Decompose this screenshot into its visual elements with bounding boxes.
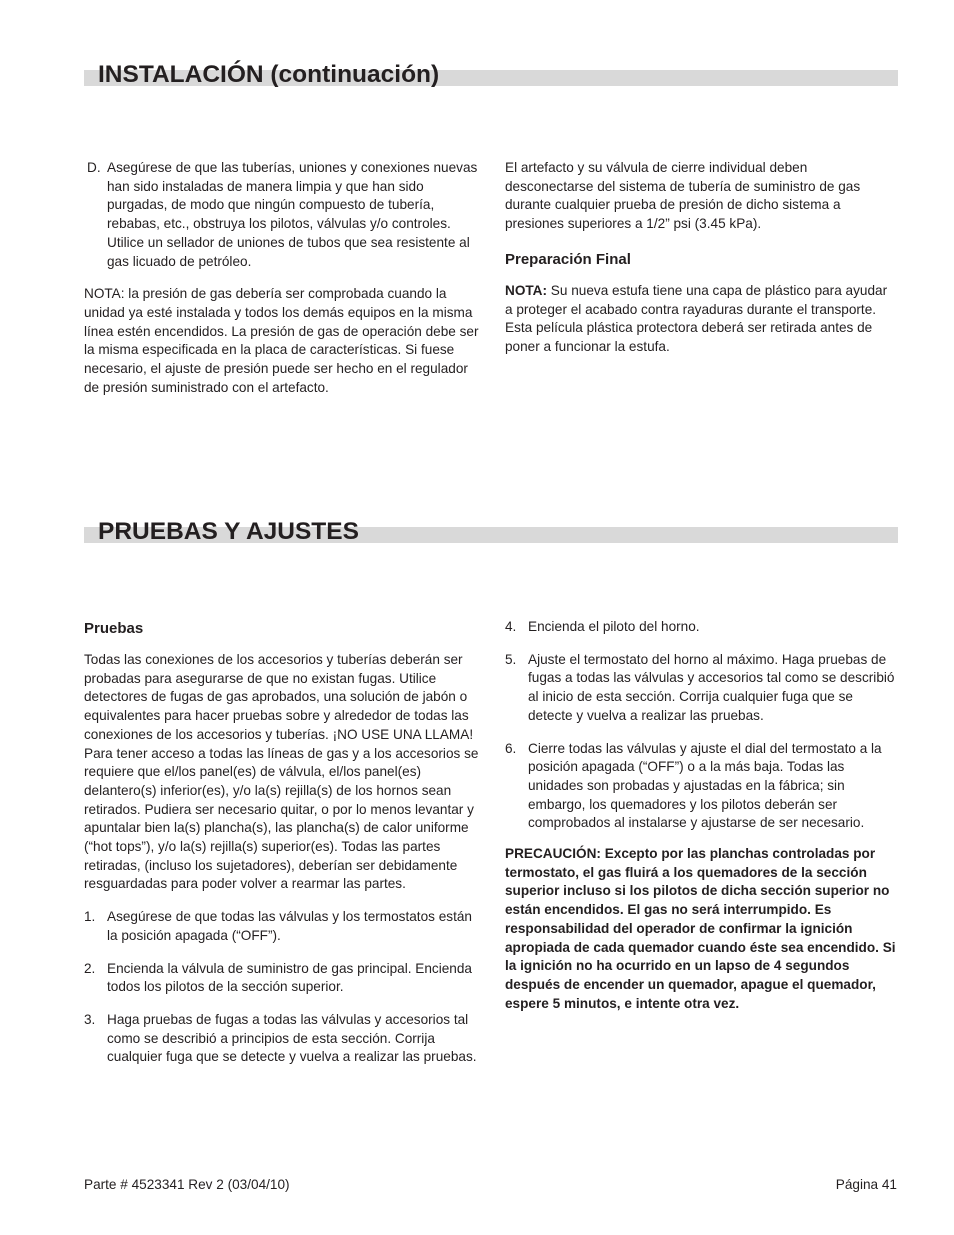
pruebas-intro: Todas las conexiones de los accesorios y tuberías deberán ser probadas para asegurarse de que no existan fugas. Utilice detectores de fugas de gas aprobados, una solución de jabón o equivalentes para hacer pruebas sobre y alrededor de todas las conexiones de los accesorios y tuberías. ¡NO USE UNA LLAMA! Para tener acceso a todas las líneas de gas y a los accesorios se requiere que el/los panel(es) de válvula, el/los panel(es) delantero(s) inferior(es), y/o la(s) rejilla(s) de los hornos sean retirados. Pudiera ser necesario quitar, o por lo menos levantar y apuntalar bien la(s) plancha(s), las plancha(s) de calor uniforme (“hot tops”), y/o la(s) rejilla(s) superior(es). Todas las partes retiradas, (incluso los sujetadores), deberían ser debidamente resguardadas para poder volver a rearmar las partes. [84, 652, 479, 892]
step-number: 3. [84, 1011, 96, 1027]
step-5 [505, 651, 897, 726]
pruebas-heading: Pruebas [84, 620, 144, 637]
step-number: 4. [505, 619, 517, 634]
step-text: Haga pruebas de fugas a todas las válvulas y accesorios tal como se describió a principios de esta sección. Corrija cualquier fuga que se detecte y vuelva a realizar las pruebas. [107, 1011, 477, 1065]
list-item-label: D. [87, 160, 101, 175]
step-number: 1. [84, 909, 96, 925]
step-2 [84, 960, 480, 997]
list-item-text: Asegúrese de que las tuberías, uniones y conexiones nuevas han sido instaladas de manera limpia y que han sido purgadas, de modo que ningún compuesto de tubería, rebabas, etc., obstruya los pilotos, válvulas y/o controles. Utilice un sellador de uniones de tubos que sea resistente al gas licuado de petróleo. [107, 160, 478, 269]
footer-part-number: Parte # 4523341 Rev 2 (03/04/10) [84, 1177, 290, 1192]
final-prep-heading: Preparación Final [505, 250, 631, 268]
step-3 [84, 1011, 480, 1067]
step-4 [505, 618, 897, 637]
pruebas-right-column [505, 618, 897, 1013]
section-title-pruebas: PRUEBAS Y AJUSTES [98, 517, 359, 545]
note-label: NOTA: [505, 282, 548, 298]
section-title-instalacion: INSTALACIÓN (continuación) [98, 60, 440, 88]
step-text: Encienda la válvula de suministro de gas principal. Encienda todos los pilotos de la sección superior. [107, 960, 472, 995]
pruebas-left-column [84, 620, 480, 1067]
section-header-pruebas [84, 503, 898, 543]
instalacion-left-column [84, 159, 480, 397]
step-text: Encienda el piloto del horno. [528, 619, 700, 634]
step-text: Ajuste el termostato del horno al máximo. Haga pruebas de fugas a todas las válvulas y accesorios tal como se describió al inicio de esta sección. Corrija cualquier fuga que se detecte y vuelva a realizar las pruebas. [528, 651, 895, 723]
footer-page-number: Página 41 [835, 1177, 897, 1192]
note-text: Su nueva estufa tiene una capa de plástico para ayudar a proteger el acabado contra rayaduras durante el transporte. Esta película plástica protectora deberá ser retirada antes de poner a funcionar la estufa. [505, 282, 888, 354]
caution-paragraph: PRECAUCIÓN: Excepto por las planchas controladas por termostato, el gas fluirá a los quemadores de la sección superior incluso si los pilotos de dicha sección superior no están encendidos. El gas no será interrumpido. Es responsabilidad del operador de confirmar la ignición apropiada de cada quemador cuando éste sea encendido. Si la ignición no ha ocurrido en un lapso de 4 segundos después de encender un quemador, apague el quemador, espere 5 minutos, e intente otra vez. [505, 846, 896, 1011]
step-1 [84, 908, 480, 945]
instalacion-right-column [505, 159, 895, 357]
nota-pressure: NOTA: la presión de gas debería ser comprobada cuando la unidad ya esté instalada y todos los demás equipos en la misma línea estén encendidos. La presión de gas de operación debe ser la misma especificada en la placa de características. Si fuese necesario, el ajuste de presión puede ser hecho en el regulador de presión suministrado con el artefacto. [84, 286, 479, 395]
step-text: Asegúrese de que todas las válvulas y los termostatos están la posición apagada (“OFF”). [107, 909, 472, 943]
list-item-d [84, 159, 480, 271]
step-number: 2. [84, 960, 96, 976]
step-number: 6. [505, 740, 517, 756]
step-text: Cierre todas las válvulas y ajuste el dial del termostato a la posición apagada (“OFF”) o a la más baja. Todas las unidades son probadas y ajustadas en la fábrica; sin embargo, los quemadores y los pilotos deberán ser comprobados al instalarse y ajustarse de ser necesario. [528, 740, 882, 831]
step-6 [505, 740, 897, 834]
final-prep-note [505, 282, 895, 357]
section-header-instalacion [84, 46, 898, 86]
step-number: 5. [505, 651, 517, 667]
disconnect-paragraph: El artefacto y su válvula de cierre individual deben desconectarse del sistema de tubería de suministro de gas durante cualquier prueba de presión de dicho sistema a presiones superiores a 1/2” psi (3.45 kPa). [505, 160, 861, 232]
